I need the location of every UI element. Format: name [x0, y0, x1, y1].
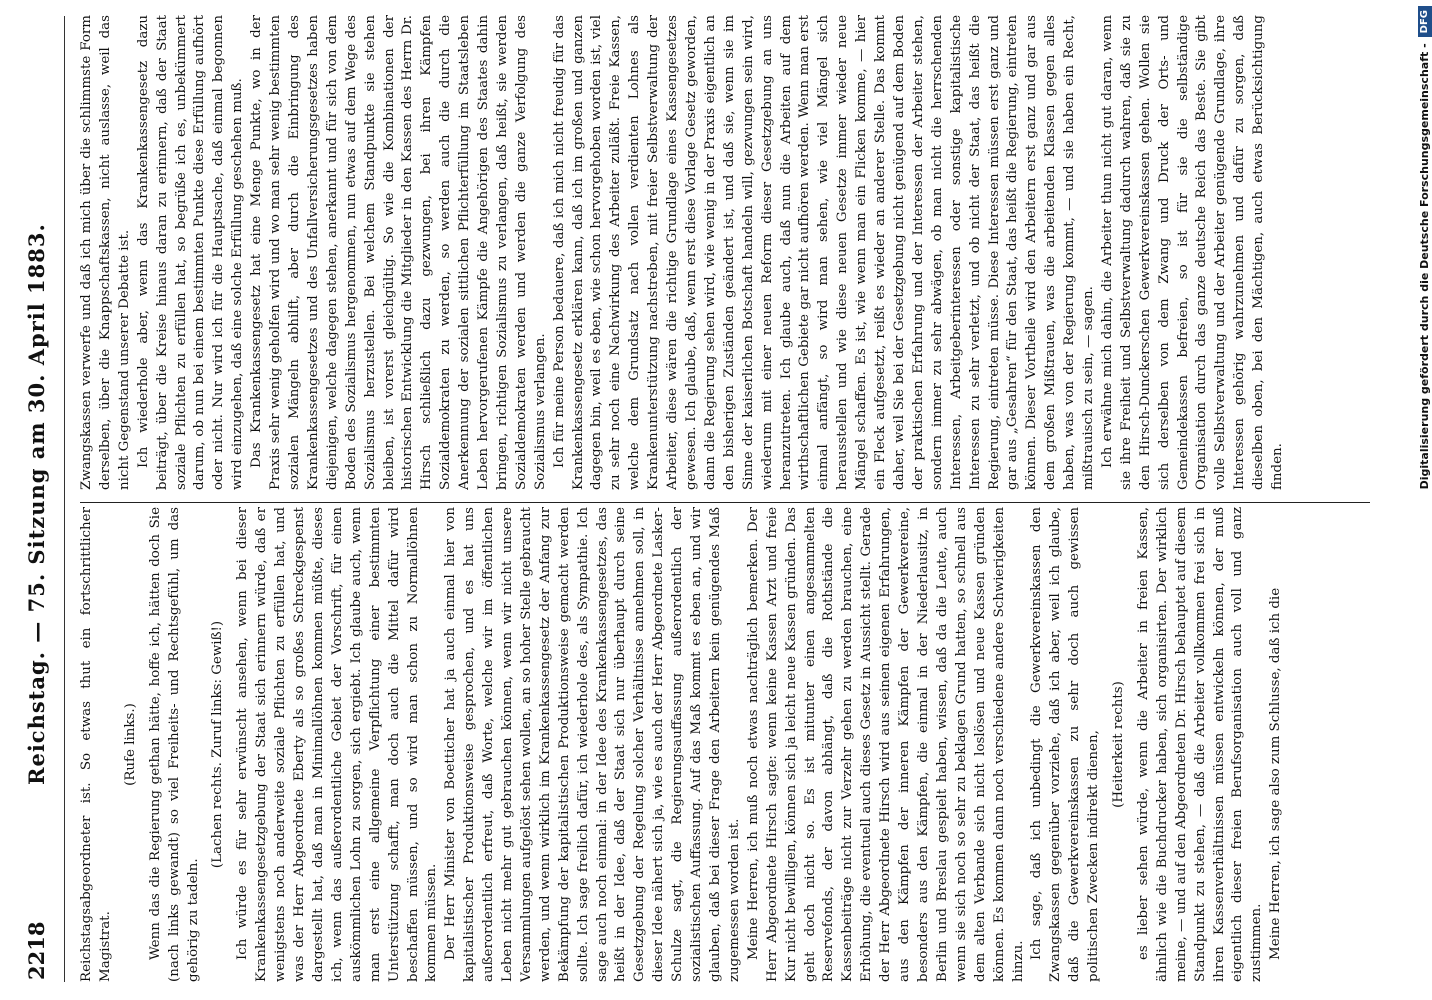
paragraph: Ich wiederhole aber, wenn das Krankenkassengesetz dazu beiträgt, über die Kreise hinaus daran zu erinnern, daß der Staat soziale Pflichten zu erfüllen hat, so begrüße ich es, unbekümmert darum, ob nun bei einem bestimmten Punkte diese Erfüllung aufhört oder nicht. Nur wird ich für die Hauptsache, daß einmal begonnen wird einzugehen, daß eine solche Erfüllung geschehen muß. — [135, 15, 246, 490]
page-title: Reichstag. — 75. Sitzung am 30. April 1883. — [24, 223, 49, 785]
page-header — [14, 20, 58, 980]
interjection: (Rufe links.) — [122, 703, 138, 786]
dfg-credit — [1411, 0, 1432, 1000]
paragraph: Ich für meine Person bedauere, daß ich mich nicht freudig für das Krankenkassengesetz erklären kann, daß ich im großen und ganzen dagegen bin, weil es eben, wie schon hervorgehoben worden ist, viel zu sehr noch eine Nachwirkung des Arbeiter zuläßt. Freie Kassen, welche dem Grundsatz nach vollen verdienten Lohnes als Krankenunterstützung nachstreben, mit freier Selbstverwaltung der Arbeiter, diese wären die richtige Grundlage eines Kassengesetzes gewesen. Ich glaube, daß, wenn erst diese Vorlage Gesetz geworden, dann die Regierung sehen wird, wie wenig in der Praxis eigentlich an den bisherigen Zuständen geändert ist, und daß sie, wenn sie im Sinne der kaiserlichen Botschaft handeln will, gezwungen sein wird, wiederum mit einer neuen Reform dieser Gesetzgebung an uns heranzutreten. Ich glaube auch, daß nun die Arbeiten auf dem wirthschaftlichen Gebiete gar nicht aufhören werden. Wenn man erst einmal anfängt, so wird man sehen, wie viel Mängel sich herausstellen und wie diese neuen Gesetze immer wieder neue Mängel schaffen. Es ist, wie wenn man ein Flicken komme, — hier ein Fleck aufgesetzt, reißt es wieder an anderer Stelle. Das kommt daher, weil Sie bei der Gesetzgebung nicht genügend auf dem Boden der praktischen Erfahrung und der Interessen der Arbeiter stehen, sondern immer zu sehr abwägen, ob man nicht die herrschenden Interessen, Arbeitgeberinteressen oder sonstige kapitalistische Interessen zu sehr verletzt, und ob nicht der Staat, das heißt die Regierung, eintreten müsse. Diese Interessen müssen erst ganz und gar aus „Gesahren“ für den Staat, das heißt die Regierung, eintreten können. Dieser Vortheile wird den Arbeitern erst ganz und gar aus dem großen Mißtrauen, was die arbeitenden Klassen gegen alles haben, was von der Regierung kommt, — und sie haben ein Recht, mißtrauisch zu sein, — sagen. — [551, 15, 1097, 490]
paragraph: Meine Herren, ich muß noch etwas nachträglich bemerken. Der Herr Abgeordnete Hirsch sagte: wenn keine Kassen Arzt und freie Kur nicht bewilligen, können sich ja leicht neue Kassen gründen. Das geht doch nicht so. Es ist mitunter einen angesammelten Reservefonds, der davon abhängt, daß die Rothstände die Kassenbeiträge nicht zur Verzehr gehen zu werden brauchen, eine Erhöhung, die eventuell auch dieses Gesetz in Aussicht stellt. Gerade der Herr Abgeordnete Hirsch wird aus seinen eigenen Erfahrungen, aus den Kämpfen der inneren Kämpfen der Gewerkvereine, besonders aus den Kämpfen, die einmal in der Niederlausitz, in Berlin und Breslau gespielt haben, wissen, daß da die Leute, auch wenn sie sich noch so sehr zu beklagen Grund hatten, so schnell aus dem alten Verbande sich nicht loslösen und neue Kassen gründen können. Es kommen dann noch verschiedene andere Schwierigkeiten hinzu. — [745, 507, 1026, 982]
interjection: (Lachen rechts. Zuruf links: Gewiß!) — [210, 620, 226, 869]
paragraph: Ich sage, daß ich unbedingt die Gewerkvereinskassen den Zwangskassen gegenüber vorziehe, daß ich aber, weil ich glaube, daß die Gewerkvereinskassen zu sehr doch auch gewissen politischen Zwecken indirekt dienen, — [1029, 507, 1102, 982]
paragraph: es lieber sehen würde, wenn die Arbeiter in freien Kassen, ähnlich wie die Buchdrucker haben, sich organisirten. Der wirklich meine, — und auf den Abgeordneten Dr. Hirsch behauptet auf diesem Standpunkt zu stehen, — daß die Arbeiter vollkommen frei sich in ihren Kassenverhältnissen müssen entwickeln können, der muß eigentlich dieser freien Berufsorganisation auch voll und ganz zustimmen. — [1135, 507, 1265, 982]
header-rule — [64, 16, 65, 982]
paragraph: Der Herr Minister von Boetticher hat ja auch einmal hier von kapitalistischer Produktionsweise gesprochen, und es hat uns außerordentlich erfreut, daß Worte, welche wir im öffentlichen Leben nicht mehr gut gebrauchen können, wenn wir nicht unsere Versammlungen aufgelöst sehen wollen, an so hoher Stelle gebraucht werden, und wenn wirklich im Krankenkassengesetz der Anfang zur Bekämpfung der kapitalistischen Produktionsweise gemacht werden sollte. Ich sage freilich dafür, ich wiederhole des, als Sympathie. Ich sage auch noch einmal: in der Idee des Krankenkassengesetzes, das heißt in der Idee, daß der Staat sich nur überhaupt durch seine Gesetzgebung der Regelung solcher Verhältnisse annehmen soll, in dieser Idee nähert sich ja, wie es auch der Herr Abgeordnete Lasker-Schulze sagt, die Regierungsauffassung außerordentlich der sozialistischen Auffassung. Auf das Maß kommt es eben an, und wir glauben, daß bei dieser Frage den Arbeitern kein genügendes Maß zugemessen worden ist. — [443, 507, 742, 982]
column-divider — [80, 502, 1370, 503]
paragraph: Reichstagsabgeordneter ist. So etwas thut ein fortschrittlicher Magistrat. — [79, 507, 113, 982]
page-number: 2218 — [24, 921, 49, 980]
paragraph: Ich erwähne mich dahin, die Arbeiter thun nicht gut daran, wenn sie ihre Freiheit und Selbstverwaltung dadurch wahren, daß sie zu den Hirsch-Dunckerschen Gewerkvereinskassen gehen. Wollen sie sich derselben von dem Zwang und Druck der Orts- und Gemeindekassen befreien, so ist für sie die selbständige Organisation durch das ganze deutsche Reich das Beste. Sie gibt volle Selbstverwaltung und der Arbeiter genügende Grundlage, ihre Interessen gehörig wahrzunehmen und dafür zu sorgen, daß dieselben oben, bei den Mächtigen, auch etwas Berücksichtigung finden. — [1099, 15, 1286, 490]
paragraph: Meine Herren, ich sage also zum Schlusse, daß ich die — [1268, 587, 1284, 960]
paragraph: Das Krankenkassengesetz hat eine Menge Punkte, wo in der Praxis sehr wenig geholfen wird und wo man sehr wenig bestimmten sozialen Mängeln abhilft, aber durch die Einbringung des Krankenkassengesetzes und des Unfallversicherungsgesetzes haben diejenigen, welche dagegen stehen, anerkannt und für sich von dem Boden des Sozialismus hergenommen, nun etwas auf dem Wege des Sozialismus herzustellen. Bei welchem Standpunkte sie stehen bleiben, ist vorerst gleichgültig. So wie die Kombinationen der historischen Entwicklung die Mitglieder in den Kassen des Herrn Dr. Hirsch schließlich dazu gezwungen, bei ihren Kämpfen Sozialdemokraten zu werden, so werden auch die durch die Anerkennung der sozialen sittlichen Pflichterfüllung im Staatsleben Leben hervorgerufenen Kämpfe die Angehörigen des Staates dahin bringen, richtigen Sozialismus zu verlangen, daß heißt, sie werden Sozialdemokraten werden und werden die ganze Verfolgung des Sozialismus verlangen. — [249, 15, 548, 490]
right-column — [78, 15, 1378, 490]
dfg-side-strip — [1405, 0, 1432, 1000]
dfg-credit-text: Digitalisierung gefördert durch die Deutsche Forschungsgemeinschaft - — [1418, 43, 1431, 490]
paragraph: Wenn das die Regierung gethan hätte, hoffe ich, hätten doch Sie (nach links gewandt) so viel Freiheits- und Rechtsgefühl, um das gehörig zu tadeln. — [147, 507, 201, 982]
paragraph: Zwangskassen verwerfe und daß ich mich über die schlimmste Form derselben, über die Knappschaftskassen, nicht auslasse, weil das nicht Gegenstand unserer Debatte ist. — [79, 15, 132, 490]
paragraph: Ich würde es für sehr erwünscht ansehen, wenn bei dieser Krankenkassengesetzgebung der Staat sich erinnern würde, daß er wenigstens noch anderweite soziale Pflichten zu erfüllen hat, und was der Herr Abgeordnete Eberty als so großes Schreckgespenst dargestellt hat, daß man in Minimallöhnen kommen müßte, dieses ich, wenn das außerordentliche Gebiet der Vorschrift, für einen auskömmlichen Lohn zu sorgen, sich ergiebt. Ich glaube auch, wenn man erst eine allgemeine Verpflichtung einer bestimmten Unterstützung schafft, man doch auch die Mittel dafür wird beschaffen müssen, und so wird man schon zu Normallöhnen kommen müssen. — [235, 507, 440, 982]
left-column — [78, 507, 1378, 982]
interjection: (Heiterkeit rechts) — [1111, 681, 1127, 808]
dfg-logo-icon: DFG — [1418, 6, 1432, 37]
